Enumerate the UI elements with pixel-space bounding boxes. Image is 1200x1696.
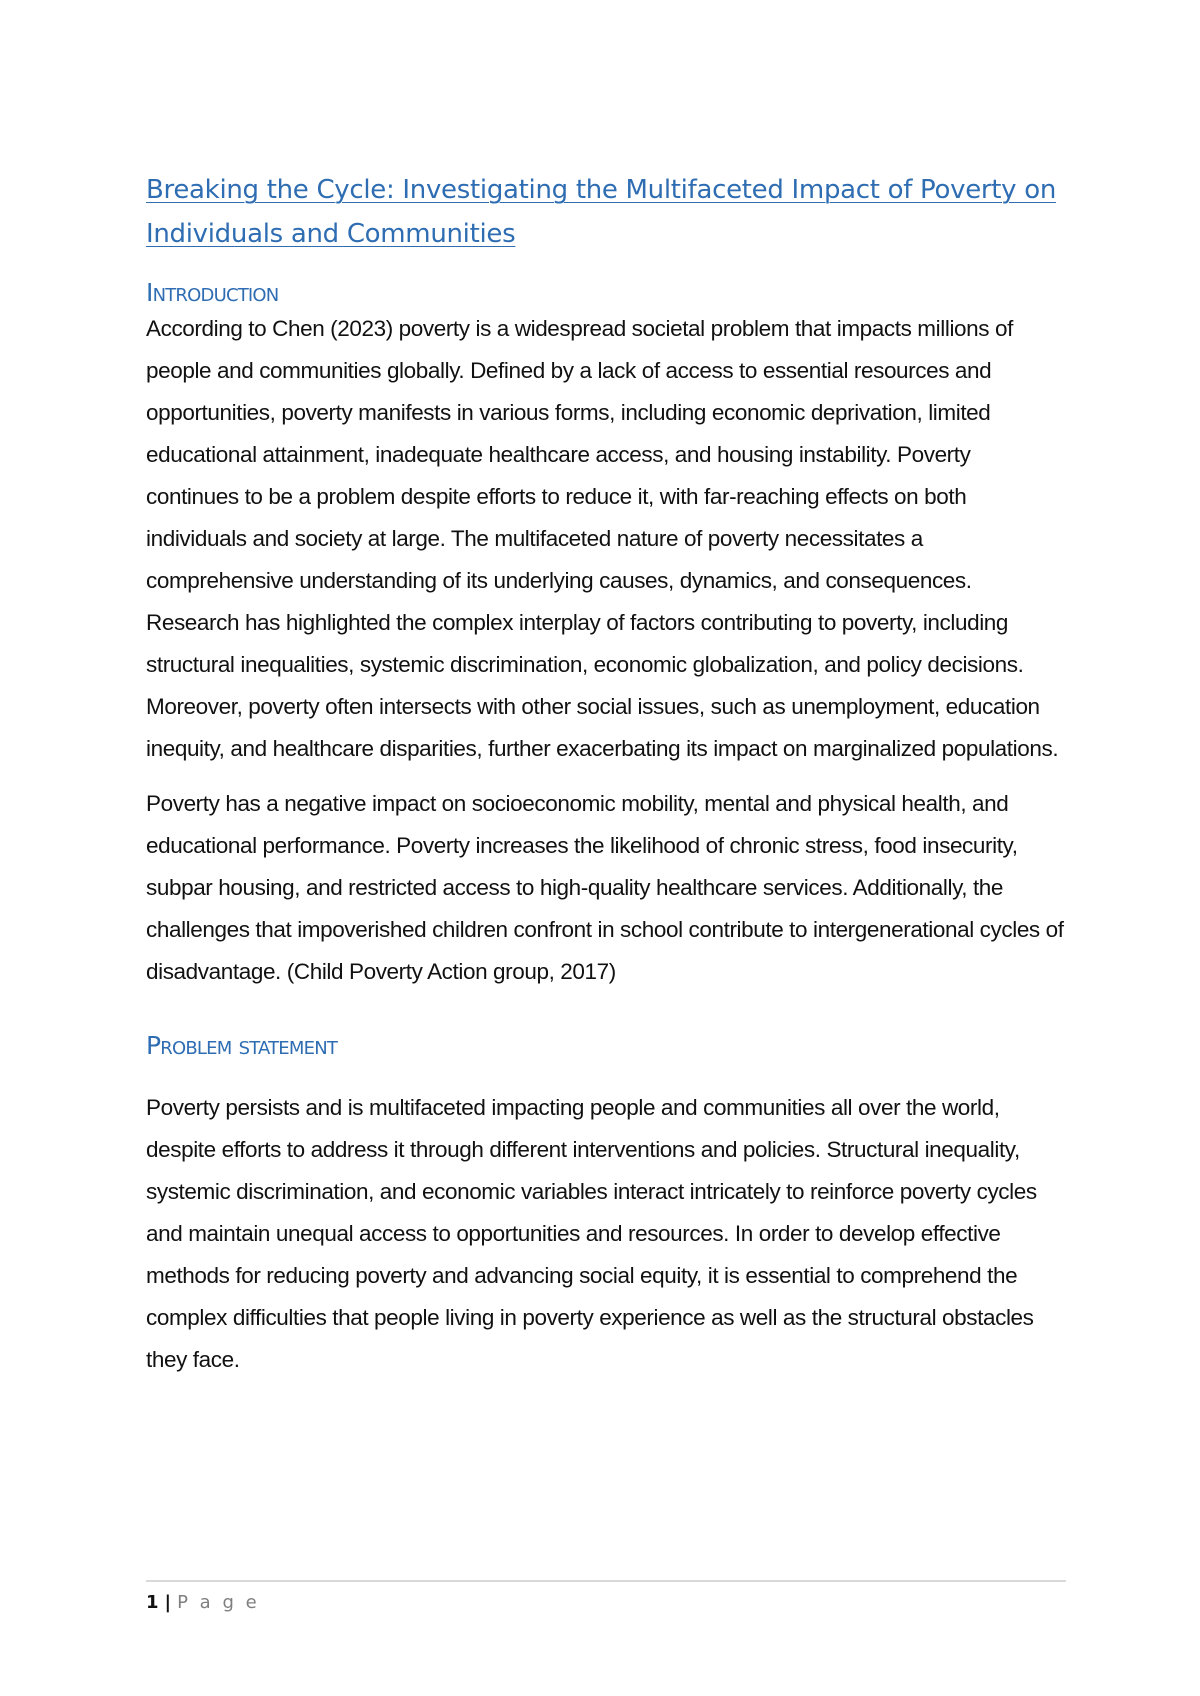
intro-paragraph-2: Poverty has a negative impact on socioeconomic mobility, mental and physical health, and educational performance. Poverty increases the likelihood of chronic stress, food insecurity, subpar housing, and restricted access to high-quality healthcare services. Additionally, the challenges that impoverished children confront in school contribute to intergenerational cycles of disadvantage. (Child Poverty Action group, 2017)	[146, 791, 1064, 984]
page-footer	[146, 1580, 1066, 1613]
heading-introduction: Introduction	[146, 278, 279, 307]
page-label: P a g e	[177, 1592, 260, 1613]
document-title: Breaking the Cycle: Investigating the Multifaceted Impact of Poverty on Individuals and Communities	[146, 175, 1057, 249]
heading-problem-statement: Problem statement	[146, 1031, 338, 1060]
problem-paragraph-1: Poverty persists and is multifaceted impacting people and communities all over the world, despite efforts to address it through different interventions and policies. Structural inequality, systemic discrimination, and economic variables interact intricately to reinforce poverty cycles and maintain unequal access to opportunities and resources. In order to develop effective methods for reducing poverty and advancing social equity, it is essential to comprehend the complex difficulties that people living in poverty experience as well as the structural obstacles they face.	[146, 1095, 1037, 1372]
footer-separator: |	[164, 1592, 172, 1613]
footer-page-info	[146, 1592, 1066, 1613]
page-number: 1	[146, 1592, 159, 1613]
footer-divider	[146, 1580, 1066, 1582]
page-content	[146, 168, 1066, 1381]
intro-paragraph-1: According to Chen (2023) poverty is a widespread societal problem that impacts millions of people and communities globally. Defined by a lack of access to essential resources and opportunities, poverty manifests in various forms, including economic deprivation, limited educational attainment, inadequate healthcare access, and housing instability. Poverty continues to be a problem despite efforts to reduce it, with far-reaching effects on both individuals and society at large. The multifaceted nature of poverty necessitates a comprehensive understanding of its underlying causes, dynamics, and consequences. Research has highlighted the complex interplay of factors contributing to poverty, including structural inequalities, systemic discrimination, economic globalization, and policy decisions. Moreover, poverty often intersects with other social issues, such as unemployment, education inequity, and healthcare disparities, further exacerbating its impact on marginalized populations.	[146, 316, 1059, 761]
